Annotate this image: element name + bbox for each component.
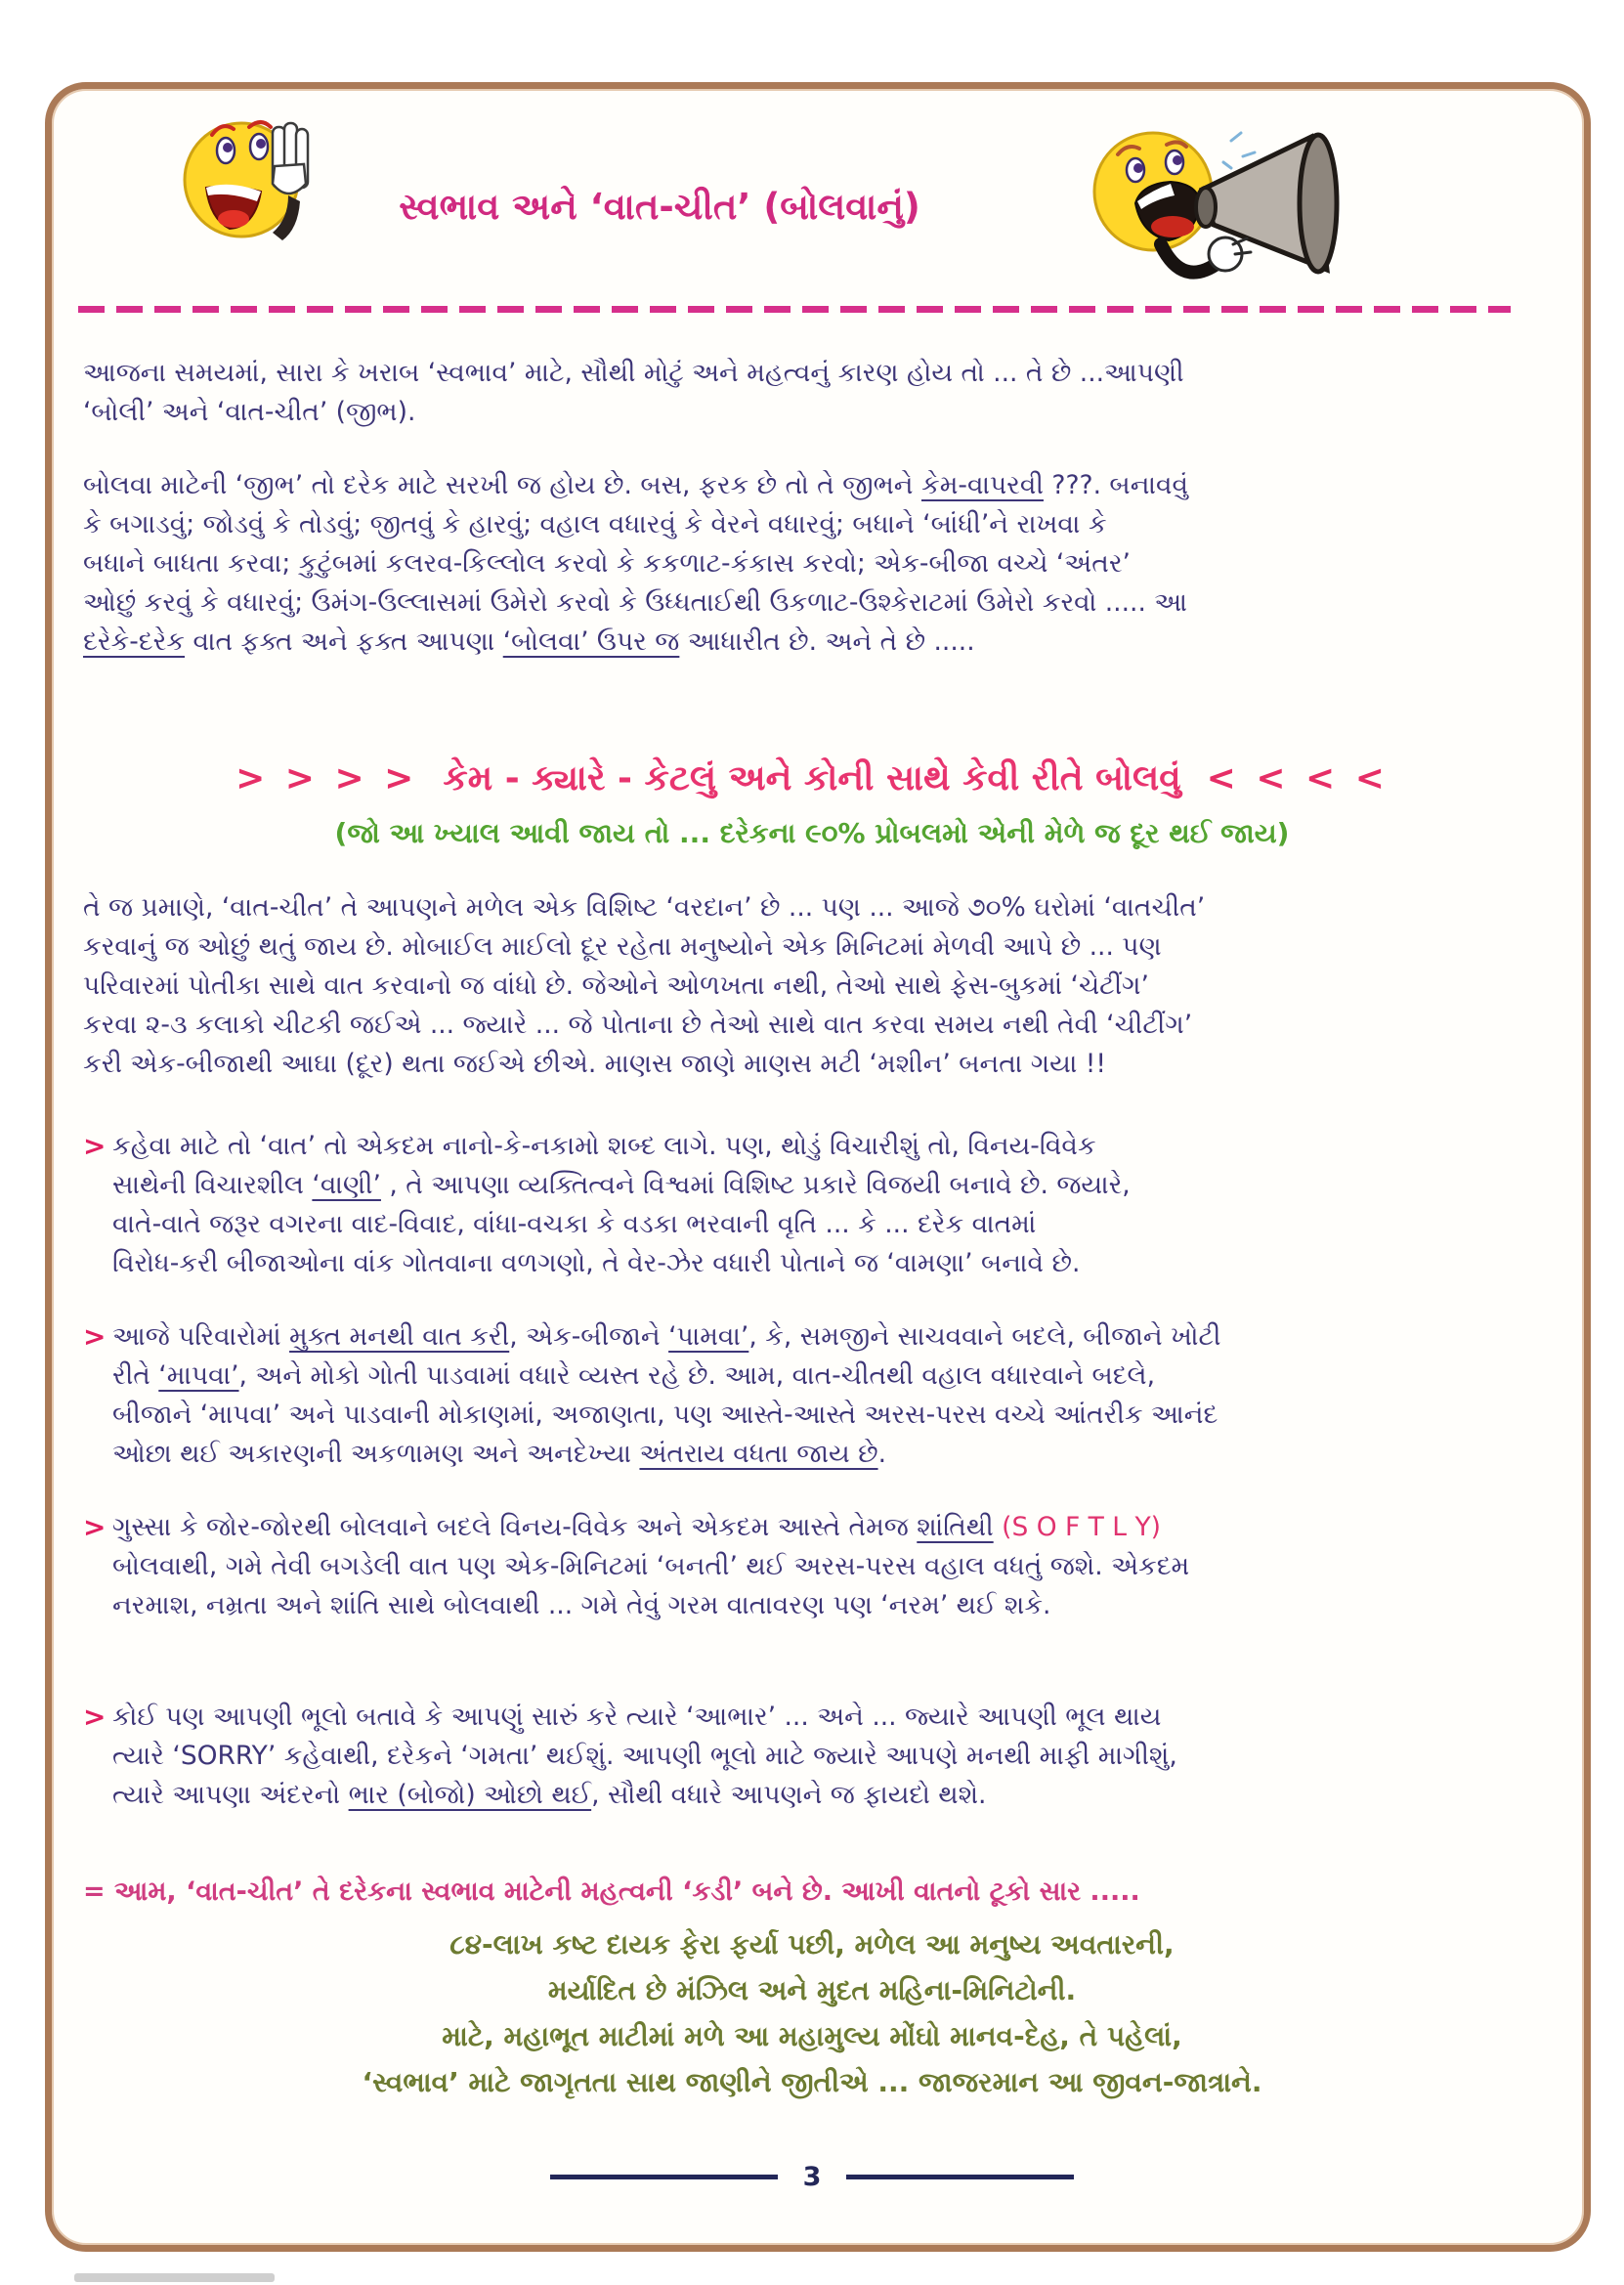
text-segment: ત્યારે આપણા અંદરનો: [112, 1780, 349, 1810]
text-segment: ઓછા થઈ અકારણની અકળામણ અને અનદેખ્યા: [112, 1439, 640, 1469]
underlined-text: ‘બોલવા’ ઉપર જ: [502, 626, 680, 657]
text-segment: વાત ફક્ત અને ફક્ત આપણા: [185, 626, 503, 657]
text-line: [83, 967, 1549, 1006]
text-line: [83, 505, 1549, 544]
text-line: [112, 1396, 1578, 1435]
underlined-text: ‘વાણી’: [312, 1170, 381, 1200]
text-line: [83, 393, 1549, 432]
conversation-paragraph: [83, 888, 1549, 1084]
text-segment: , અને મોકો ગોતી પાડવામાં વધારે વ્યસ્ત રહે છે. આમ, વાત-ચીતથી વહાલ વધારવાને બદલે,: [238, 1360, 1156, 1391]
underlined-text: દરેકે-દરેક: [83, 626, 186, 657]
text-segment: , સૌથી વધારે આપણને જ ફાયદો થશે.: [591, 1780, 987, 1810]
verse-line: [0, 1921, 1624, 1967]
bullet-arrow-icon: >: [83, 1511, 107, 1543]
text-segment: .: [877, 1439, 886, 1469]
text-segment: ઓછું કરવું કે વધારવું; ઉમંગ-ઉલ્લાસમાં ઉમેરો કરવો કે ઉધ્ધતાઈથી ઉકળાટ-ઉશ્કેરાટમાં ઉમેરો કરવો ..... આ: [83, 587, 1187, 618]
text-line: [83, 354, 1549, 393]
verse-line: [0, 2013, 1624, 2059]
text-segment: આજના સમયમાં, સારા કે ખરાબ ‘સ્વભાવ’ માટે, સૌથી મોટું અને મહત્વનું કારણ હોય તો ... તે છે ...આપણી: [83, 358, 1184, 388]
text-segment: આજે પરિવારોમાં: [112, 1321, 290, 1352]
text-line: [112, 1127, 1578, 1166]
underlined-text: ભાર (બોજો) ઓછો થઈ: [348, 1780, 592, 1810]
text-segment: બીજાને ‘માપવા’ અને પાડવાની મોકાણમાં, અજાણતા, પણ આસ્તે-આસ્તે અરસ-પરસ વચ્ચે આંતરીક આનંદ: [112, 1400, 1218, 1430]
bullet-arrow-icon: >: [83, 1130, 107, 1162]
scan-edge-artifact: [74, 2273, 275, 2282]
page-number: 3: [802, 2162, 822, 2192]
section-headline: [0, 758, 1624, 799]
text-line: [112, 1508, 1578, 1547]
underlined-text: અંતરાય વધતા જાય છે: [639, 1439, 878, 1469]
tongue-paragraph: [83, 466, 1549, 662]
page-title: સ્વભાવ અને ‘વાત-ચીત’ (બોલવાનું): [399, 186, 920, 228]
text-line: [83, 544, 1549, 583]
text-segment: ‘બોલી’ અને ‘વાત-ચીત’ (જીભ).: [83, 397, 416, 427]
text-line: [83, 623, 1549, 662]
underlined-text: ‘માપવા’: [158, 1360, 239, 1391]
text-line: [112, 1547, 1578, 1586]
intro-paragraph: [83, 354, 1549, 432]
text-line: [112, 1698, 1578, 1737]
text-segment: માટે, મહાભૂત માટીમાં મળે આ મહામુલ્ય મોંઘો માનવ-દેહ, તે પહેલાં,: [442, 2020, 1182, 2052]
footer-right-rule: [846, 2175, 1074, 2179]
bullet-speech-value: [83, 1127, 1578, 1283]
text-line: [112, 1205, 1578, 1244]
text-segment: કરી એક-બીજાથી આઘા (દૂર) થતા જઈએ છીએ. માણસ જાણે માણસ મટી ‘મશીન’ બનતા ગયા !!: [83, 1049, 1106, 1079]
footer-left-rule: [550, 2175, 778, 2179]
verse-line: [0, 2059, 1624, 2105]
page-footer: [0, 2162, 1624, 2192]
text-line: [112, 1435, 1578, 1474]
megaphone-smiley-icon: [1077, 106, 1370, 310]
text-segment: બોલવા માટેની ‘જીભ’ તો દરેક માટે સરખી જ હોય છે. બસ, ફરક છે તો તે જીભને: [83, 470, 921, 500]
summary-line: = આમ, ‘વાત-ચીત’ તે દરેકના સ્વભાવ માટેની મહત્વની ‘કડી’ બને છે. આખી વાતનો ટૂકો સાર .....: [83, 1876, 1140, 1907]
text-segment: ‘સ્વભાવ’ માટે જાગૃતતા સાથ જાણીને જીતીએ ... જાજરમાન આ જીવન-જાત્રાને.: [362, 2066, 1262, 2098]
text-segment: કહેવા માટે તો ‘વાત’ તો એકદમ નાનો-કે-નકામો શબ્દ લાગે. પણ, થોડું વિચારીશું તો, વિનય-વિવેક: [112, 1131, 1096, 1161]
underlined-text: શાંતિથી: [917, 1512, 994, 1542]
verse-line: [0, 1967, 1624, 2013]
text-segment: , તે આપણા વ્યક્તિત્વને વિશ્વમાં વિશિષ્ટ પ્રકારે વિજયી બનાવે છે. જયારે,: [380, 1170, 1131, 1200]
text-segment: બોલવાથી, ગમે તેવી બગડેલી વાત પણ એક-મિનિટમાં ‘બનતી’ થઈ અરસ-પરસ વહાલ વધતું જશે. એકદમ: [112, 1551, 1190, 1581]
text-line: [83, 927, 1549, 967]
text-segment: રીતે: [112, 1360, 159, 1391]
text-segment: ગુસ્સા કે જોર-જોરથી બોલવાને બદલે વિનય-વિવેક અને એકદમ આસ્તે તેમજ: [112, 1512, 918, 1542]
underlined-text: કેમ-વાપરવી: [920, 470, 1044, 500]
underlined-text: ‘પામવા’: [668, 1321, 749, 1352]
text-line: [83, 888, 1549, 927]
text-segment: આધારીત છે. અને તે છે .....: [679, 626, 975, 657]
dashed-divider: [78, 306, 1511, 313]
text-segment: બધાને બાધતા કરવા; કુટુંબમાં કલરવ-કિલ્લોલ કરવો કે કકળાટ-કંકાસ કરવો; એક-બીજા વચ્ચે ‘અંતર’: [83, 548, 1131, 579]
underlined-text: મુક્ત મનથી વાત કરી: [289, 1321, 510, 1352]
text-segment: કરવા ૨-૩ કલાકો ચીટકી જઈએ ... જ્યારે ... જે પોતાના છે તેઓ સાથે વાત કરવા સમય નથી તેવી ‘ચીટીંગ’: [83, 1010, 1193, 1040]
closing-verse: [0, 1921, 1624, 2105]
text-segment: ૮૪-લાખ કષ્ટ દાયક ફેરા ફર્યા પછી, મળેલ આ મનુષ્ય અવતારની,: [449, 1928, 1175, 1961]
left-chevrons-icon: < < < <: [1206, 758, 1389, 798]
text-segment: કરવાનું જ ઓછું થતું જાય છે. મોબાઈલ માઈલો દૂર રહેતા મનુષ્યોને એક મિનિટમાં મેળવી આપે છે ... પણ: [83, 931, 1162, 962]
text-segment: તે જ પ્રમાણે, ‘વાત-ચીત’ તે આપણને મળેલ એક વિશિષ્ટ ‘વરદાન’ છે ... પણ ... આજે ૭૦% ઘરોમાં ‘વાતચીત’: [83, 892, 1206, 923]
text-line: [112, 1166, 1578, 1205]
text-line: [112, 1244, 1578, 1283]
text-line: [112, 1586, 1578, 1625]
text-segment: પરિવારમાં પોતીકા સાથે વાત કરવાનો જ વાંધો છે. જેઓને ઓળખતા નથી, તેઓ સાથે ફેસ-બુકમાં ‘ચેટીંગ’: [83, 970, 1149, 1001]
text-segment: નરમાશ, નમ્રતા અને શાંતિ સાથે બોલવાથી ... ગમે તેવું ગરમ વાતાવરણ પણ ‘નરમ’ થઈ શકે.: [112, 1590, 1051, 1620]
text-segment: કે બગાડવું; જોડવું કે તોડવું; જીતવું કે હારવું; વહાલ વધારવું કે વેરને વધારવું; બધાને ‘બાંધી’ને રાખવા કે: [83, 509, 1107, 539]
text-segment: ત્યારે ‘SORRY’ કહેવાથી, દરેકને ‘ગમતા’ થઈશું. આપણી ભૂલો માટે જ્યારે આપણે મનથી માફી માગીશું,: [112, 1741, 1177, 1771]
headline-text: કેમ - ક્યારે - કેટલું અને કોની સાથે કેવી રીતે બોલવું: [443, 758, 1181, 798]
bullet-arrow-icon: >: [83, 1701, 107, 1733]
text-line: [112, 1357, 1578, 1396]
text-segment: વિરોધ-કરી બીજાઓના વાંક ગોતવાના વળગણો, તે વેર-ઝેર વધારી પોતાને જ ‘વામણા’ બનાવે છે.: [112, 1248, 1081, 1278]
text-line: [112, 1317, 1578, 1357]
text-segment: ???. બનાવવું: [1043, 470, 1188, 500]
text-line: [83, 466, 1549, 505]
text-line: [83, 1045, 1549, 1084]
headline-subtitle: (જો આ ખ્યાલ આવી જાય તો ... દરેકના ૯૦% પ્રોબલમો એની મેળે જ દૂર થઈ જાય): [334, 817, 1290, 849]
text-line: [83, 1006, 1549, 1045]
text-segment: , કે, સમજીને સાચવવાને બદલે, બીજાને ખોટી: [748, 1321, 1221, 1352]
text-segment: કોઈ પણ આપણી ભૂલો બતાવે કે આપણું સારું કરે ત્યારે ‘આભાર’ ... અને ... જ્યારે આપણી ભૂલ થાય: [112, 1702, 1162, 1732]
text-segment: , એક-બીજાને: [509, 1321, 669, 1352]
text-segment: વાતે-વાતે જરૂર વગરના વાદ-વિવાદ, વાંધા-વચકા કે વડકા ભરવાની વૃતિ ... કે ... દરેક વાતમાં: [112, 1209, 1037, 1239]
bullet-speak-softly: [83, 1508, 1578, 1625]
bullet-gratitude-sorry: [83, 1698, 1578, 1815]
text-line: [112, 1737, 1578, 1776]
text-segment: મર્યાદિત છે મંઝિલ અને મુદત મહિના-મિનિટોની.: [547, 1974, 1077, 2006]
right-chevrons-icon: > > > >: [235, 758, 418, 798]
bullet-arrow-icon: >: [83, 1320, 107, 1353]
bullet-measuring-others: [83, 1317, 1578, 1474]
text-line: [112, 1776, 1578, 1815]
text-segment: સાથેની વિચારશીલ: [112, 1170, 313, 1200]
text-line: [83, 583, 1549, 623]
softly-highlight: (S O F T L Y): [993, 1512, 1161, 1542]
